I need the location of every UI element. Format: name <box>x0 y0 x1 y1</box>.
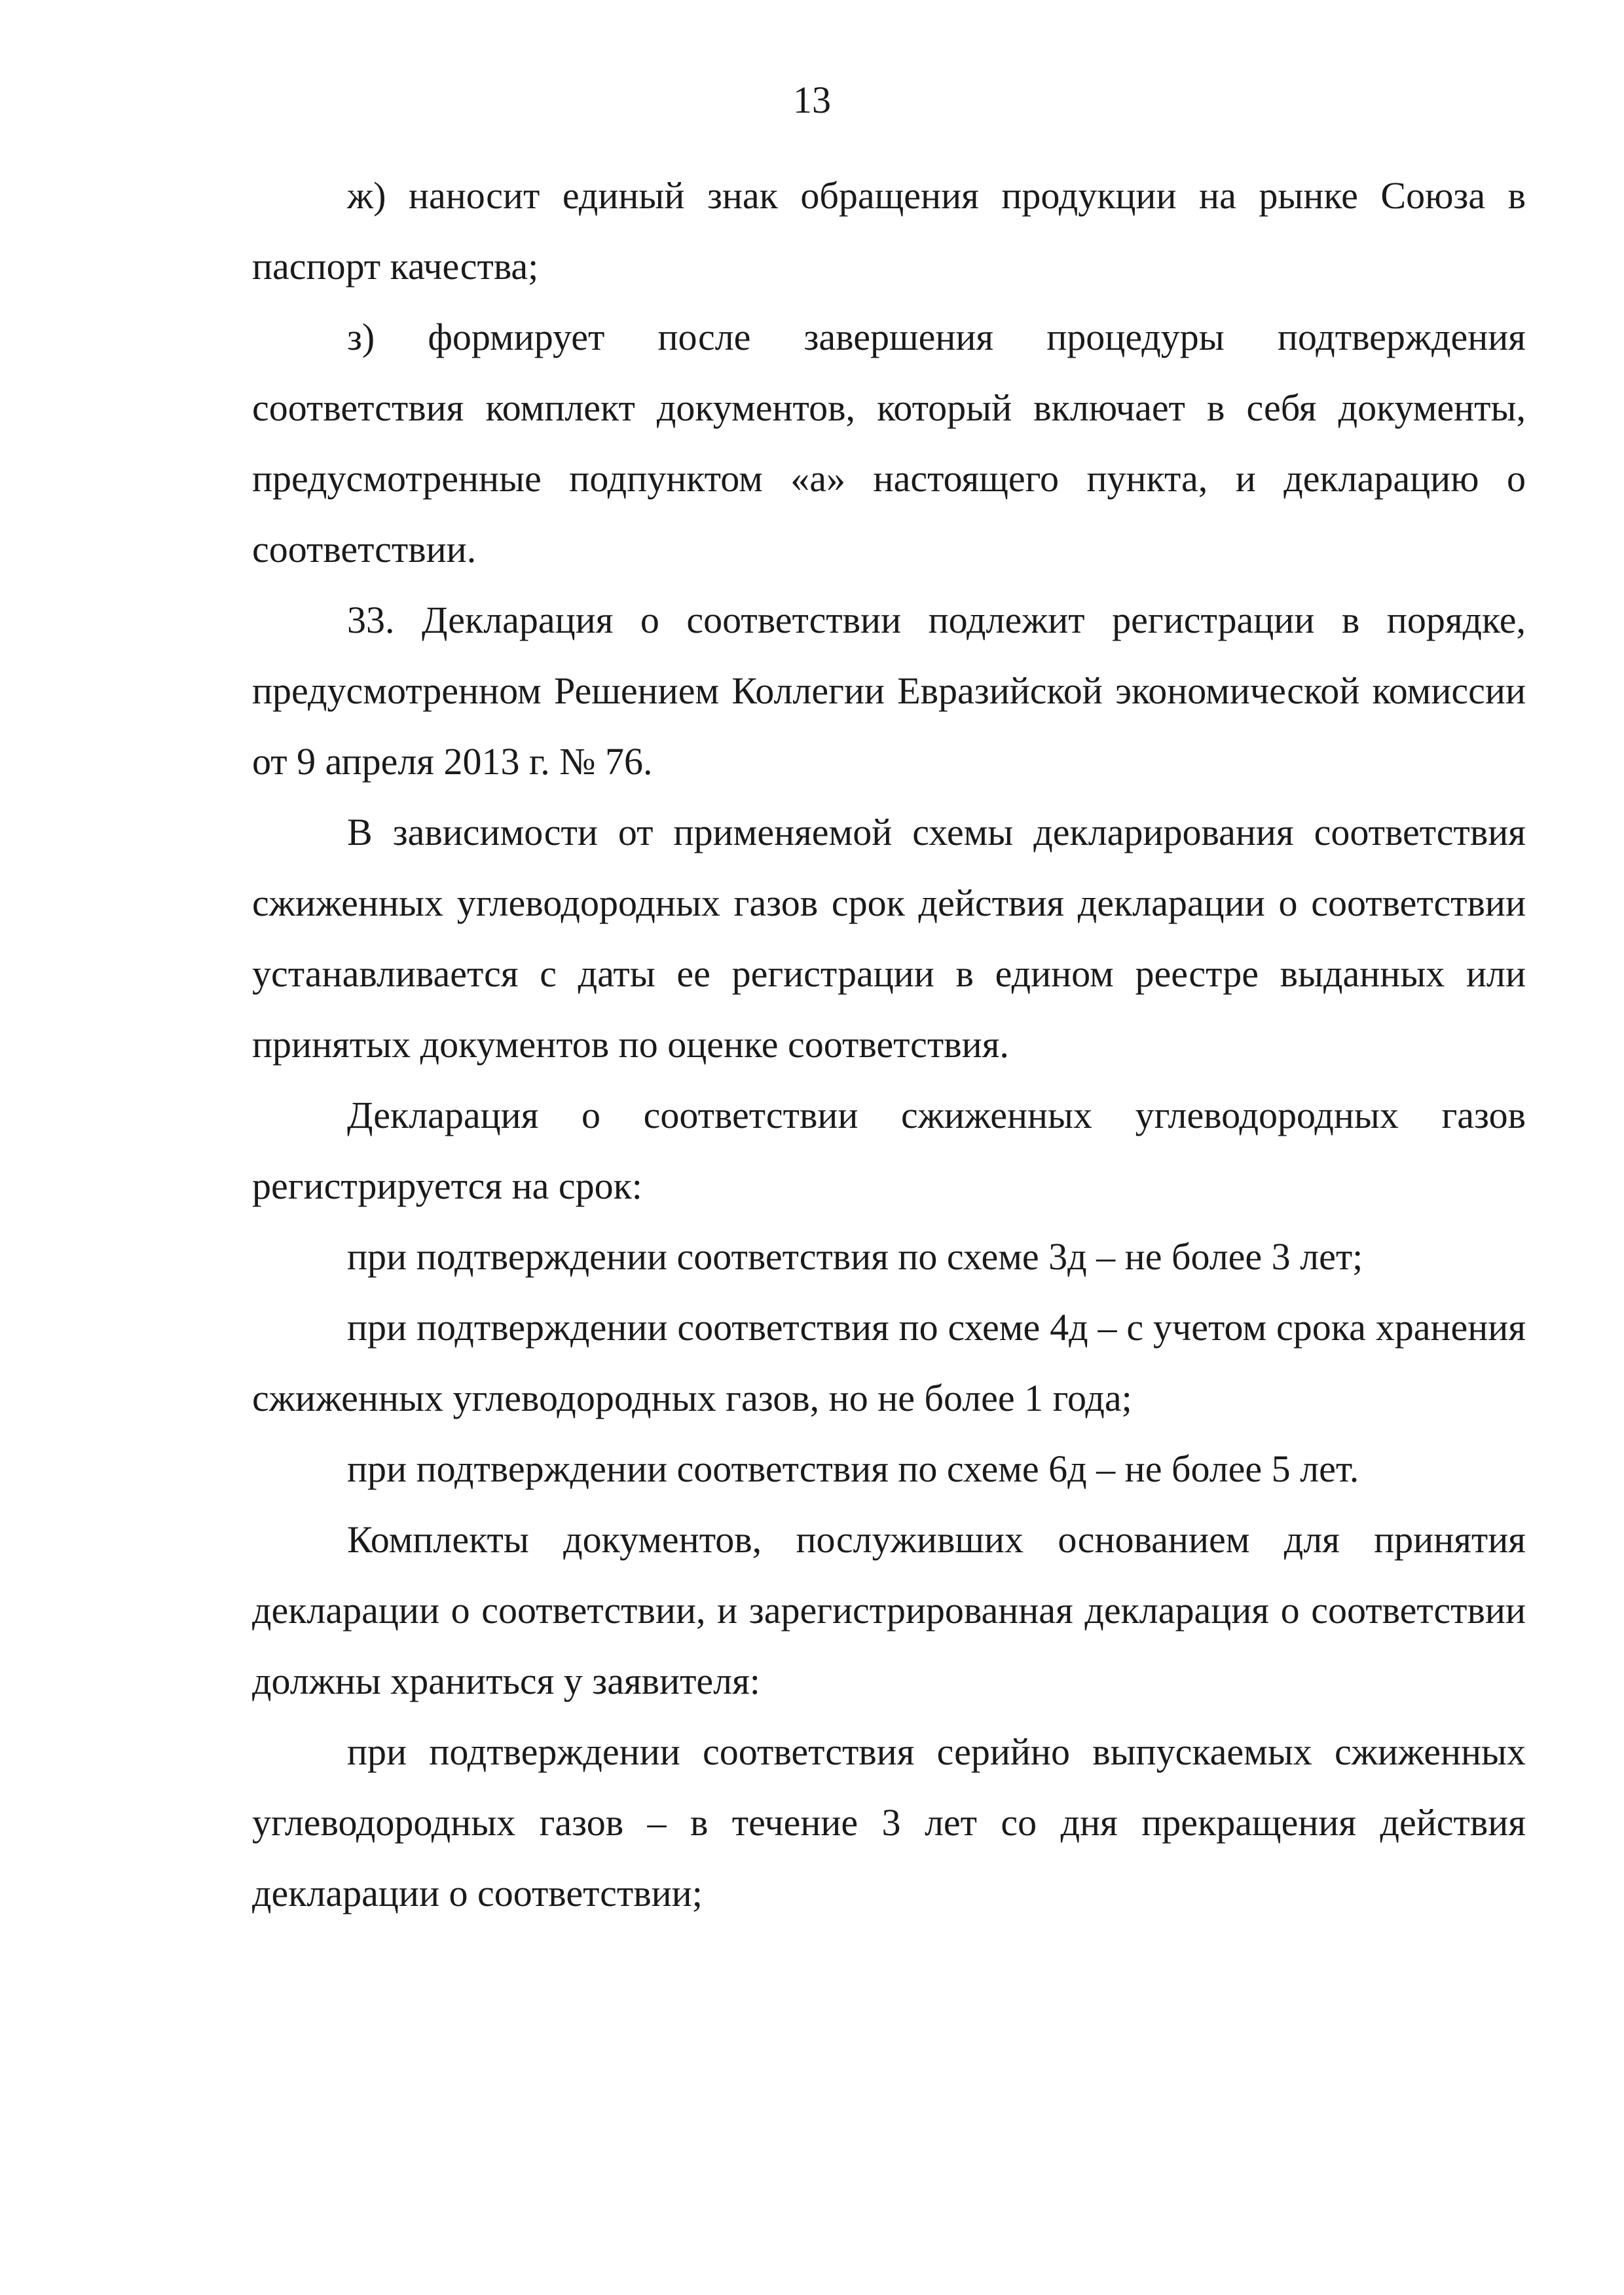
paragraph-registration-term: Декларация о соответствии сжиженных углеводородных газов регистрируется на срок: <box>252 1094 1526 1207</box>
paragraph-scheme-4d: при подтверждении соответствия по схеме 4д – с учетом срока хранения сжиженных углеводородных газов, но не более 1 года; <box>252 1306 1526 1419</box>
paragraph-zh: ж) наносит единый знак обращения продукции на рынке Союза в паспорт качества; <box>252 174 1526 288</box>
paragraph-serial-production: при подтверждении соответствия серийно выпускаемых сжиженных углеводородных газов – в течение 3 лет со дня прекращения действия декларации о соответствии; <box>252 1730 1526 1914</box>
paragraph-z: з) формирует после завершения процедуры подтверждения соответствия комплект документов, который включает в себя документы, предусмотренные подпунктом «а» настоящего пункта, и декларацию о соответствии. <box>252 316 1526 570</box>
paragraph-scheme-6d: при подтверждении соответствия по схеме 6д – не более 5 лет. <box>347 1447 1359 1490</box>
paragraph-document-sets: Комплекты документов, послуживших основанием для принятия декларации о соответствии, и зарегистрированная декларация о соответствии должны храниться у заявителя: <box>252 1518 1526 1702</box>
paragraph-33: 33. Декларация о соответствии подлежит регистрации в порядке, предусмотренном Решением Коллегии Евразийской экономической комиссии от 9 апреля 2013 г. № 76. <box>252 599 1526 783</box>
paragraph-scheme-3d: при подтверждении соответствия по схеме 3д – не более 3 лет; <box>347 1235 1363 1278</box>
page-number: 13 <box>793 79 831 121</box>
paragraph-validity-term: В зависимости от применяемой схемы декларирования соответствия сжиженных углеводородных газов срок действия декларации о соответствии устанавливается с даты ее регистрации в едином реестре выданных или принятых документов по оценке соответствия. <box>252 811 1526 1066</box>
document-body <box>252 160 1526 1929</box>
